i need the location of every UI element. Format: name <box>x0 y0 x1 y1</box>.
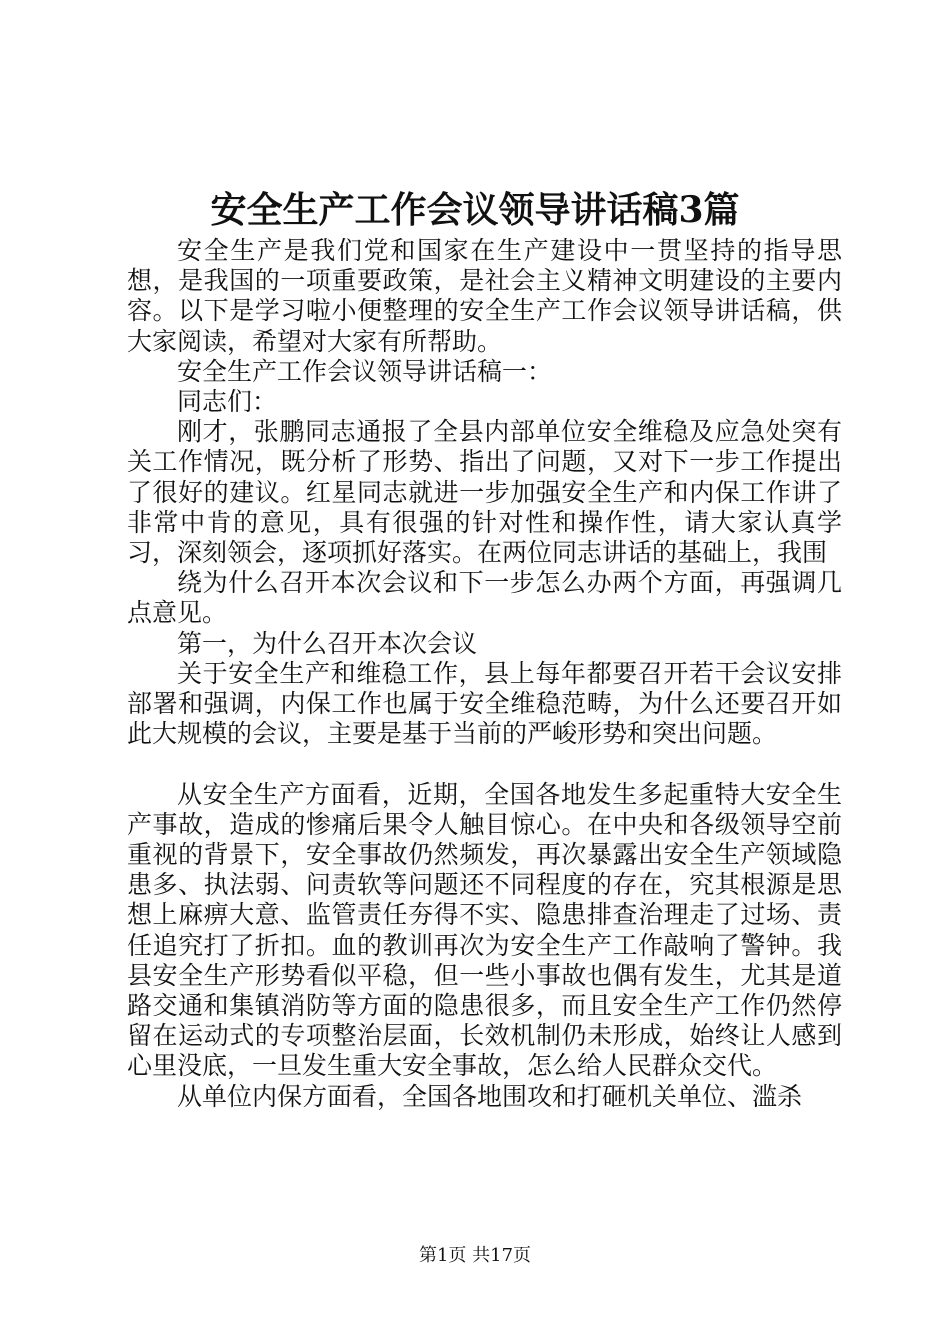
paragraph-salutation: 同志们： <box>177 387 278 417</box>
paragraph-internal-security: 从单位内保方面看，全国各地围攻和打砸机关单位、滥杀 <box>177 1081 803 1111</box>
page-number-footer: 第1页 共17页 <box>418 1245 532 1266</box>
document-body <box>127 236 842 1112</box>
paragraph-intro: 安全生产是我们党和国家在生产建设中一贯坚持的指导思想，是我国的一项重要政策，是社会主义精神文明建设的主要内容。以下是学习啦小便整理的安全生产工作会议领导讲话稿，供大家阅读，希望对大家有所帮助。 <box>127 236 842 356</box>
paragraph-meeting-reason: 关于安全生产和维稳工作，县上每年都要召开若干会议安排部署和强调，内保工作也属于安全维稳范畴，为什么还要召开如此大规模的会议，主要是基于当前的严峻形势和突出问题。 <box>127 658 842 749</box>
paragraph-opening: 刚才，张鹏同志通报了全县内部单位安全维稳及应急处突有关工作情况，既分析了形势、指出了问题，又对下一步工作提出了很好的建议。红星同志就进一步加强安全生产和内保工作讲了非常中肯的意见，具有很强的针对性和操作性，请大家认真学习，深刻领会，逐项抓好落实。在两位同志讲话的基础上，我围 <box>127 417 842 568</box>
document-title: 安全生产工作会议领导讲话稿3篇 <box>210 189 740 231</box>
paragraph-opening-continued: 绕为什么召开本次会议和下一步怎么办两个方面，再强调几点意见。 <box>127 568 842 628</box>
paragraph-safety-production: 从安全生产方面看，近期，全国各地发生多起重特大安全生产事故，造成的惨痛后果令人触目惊心。在中央和各级领导空前重视的背景下，安全事故仍然频发，再次暴露出安全生产领域隐患多、执法弱、问责软等问题还不同程度的存在，究其根源是思想上麻痹大意、监管责任夯得不实、隐患排查治理走了过场、责任追究打了折扣。血的教训再次为安全生产工作敲响了警钟。我县安全生产形势看似平稳，但一些小事故也偶有发生，尤其是道路交通和集镇消防等方面的隐患很多，而且安全生产工作仍然停留在运动式的专项整治层面，长效机制仍未形成，始终让人感到心里没底，一旦发生重大安全事故，怎么给人民群众交代。 <box>127 779 842 1081</box>
paragraph-section-heading: 第一，为什么召开本次会议 <box>177 628 478 658</box>
paragraph-speech-heading: 安全生产工作会议领导讲话稿一： <box>177 356 553 386</box>
